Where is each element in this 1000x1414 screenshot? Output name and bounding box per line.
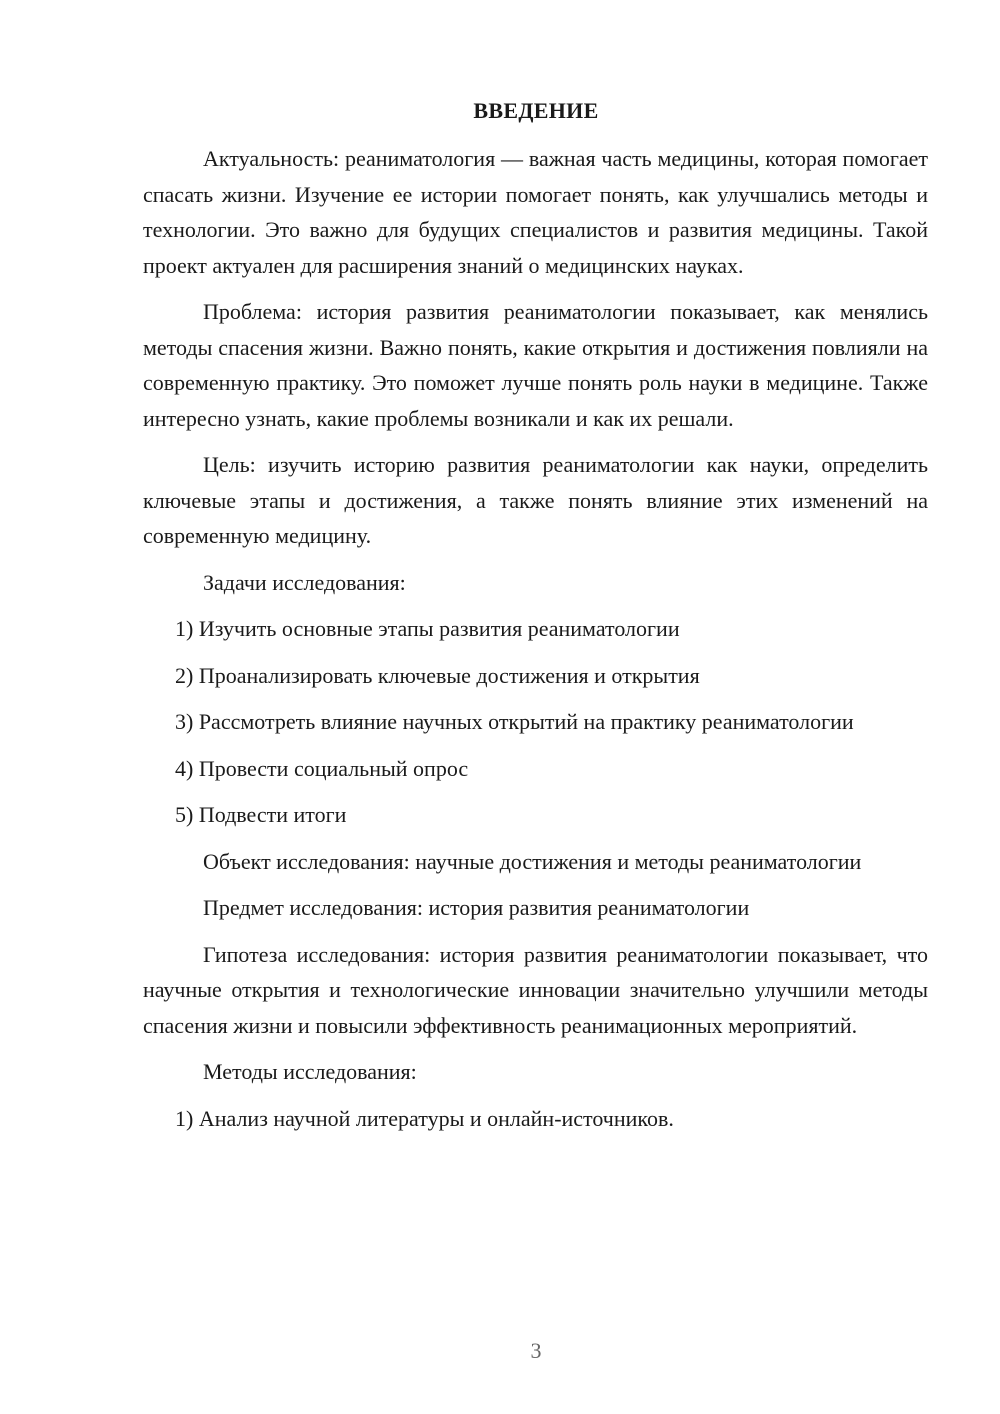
problem-paragraph: Проблема: история развития реаниматологии показывает, как менялись методы спасения жизни. Важно понять, какие открытия и достижения повлияли на современную практику. Это поможет лучше понять роль науки в медицине. Также интересно узнать, какие проблемы возникали и как их решали. xyxy=(143,299,928,431)
document-body xyxy=(143,141,928,1147)
page-title: ВВЕДЕНИЕ xyxy=(473,98,599,123)
task-item: 5) Подвести итоги xyxy=(175,802,347,827)
page-number: 3 xyxy=(530,1338,542,1363)
subject-paragraph: Предмет исследования: история развития реаниматологии xyxy=(203,895,750,920)
methods-heading: Методы исследования: xyxy=(203,1059,417,1084)
task-item: 2) Проанализировать ключевые достижения и открытия xyxy=(175,662,700,688)
tasks-heading: Задачи исследования: xyxy=(203,569,406,595)
task-item: 1) Изучить основные этапы развития реаниматологии xyxy=(175,616,680,641)
goal-paragraph: Цель: изучить историю развития реаниматологии как науки, определить ключевые этапы и достижения, а также понять влияние этих изменений на современную медицину. xyxy=(143,452,928,548)
task-item: 4) Провести социальный опрос xyxy=(175,755,469,781)
method-item: 1) Анализ научной литературы и онлайн-источников. xyxy=(175,1105,674,1131)
relevance-paragraph: Актуальность: реаниматология — важная часть медицины, которая помогает спасать жизни. Изучение ее истории помогает понять, как улучшались методы и технологии. Это важно для будущих специалистов и развития медицины. Такой проект актуален для расширения знаний о медицинских науках. xyxy=(143,146,928,278)
object-paragraph: Объект исследования: научные достижения и методы реаниматологии xyxy=(203,848,862,874)
task-item: 3) Рассмотреть влияние научных открытий на практику реаниматологии xyxy=(175,709,854,734)
hypothesis-paragraph: Гипотеза исследования: история развития реаниматологии показывает, что научные открытия и технологические инновации значительно улучшили методы спасения жизни и повысили эффективность реанимационных мероприятий. xyxy=(143,941,928,1038)
